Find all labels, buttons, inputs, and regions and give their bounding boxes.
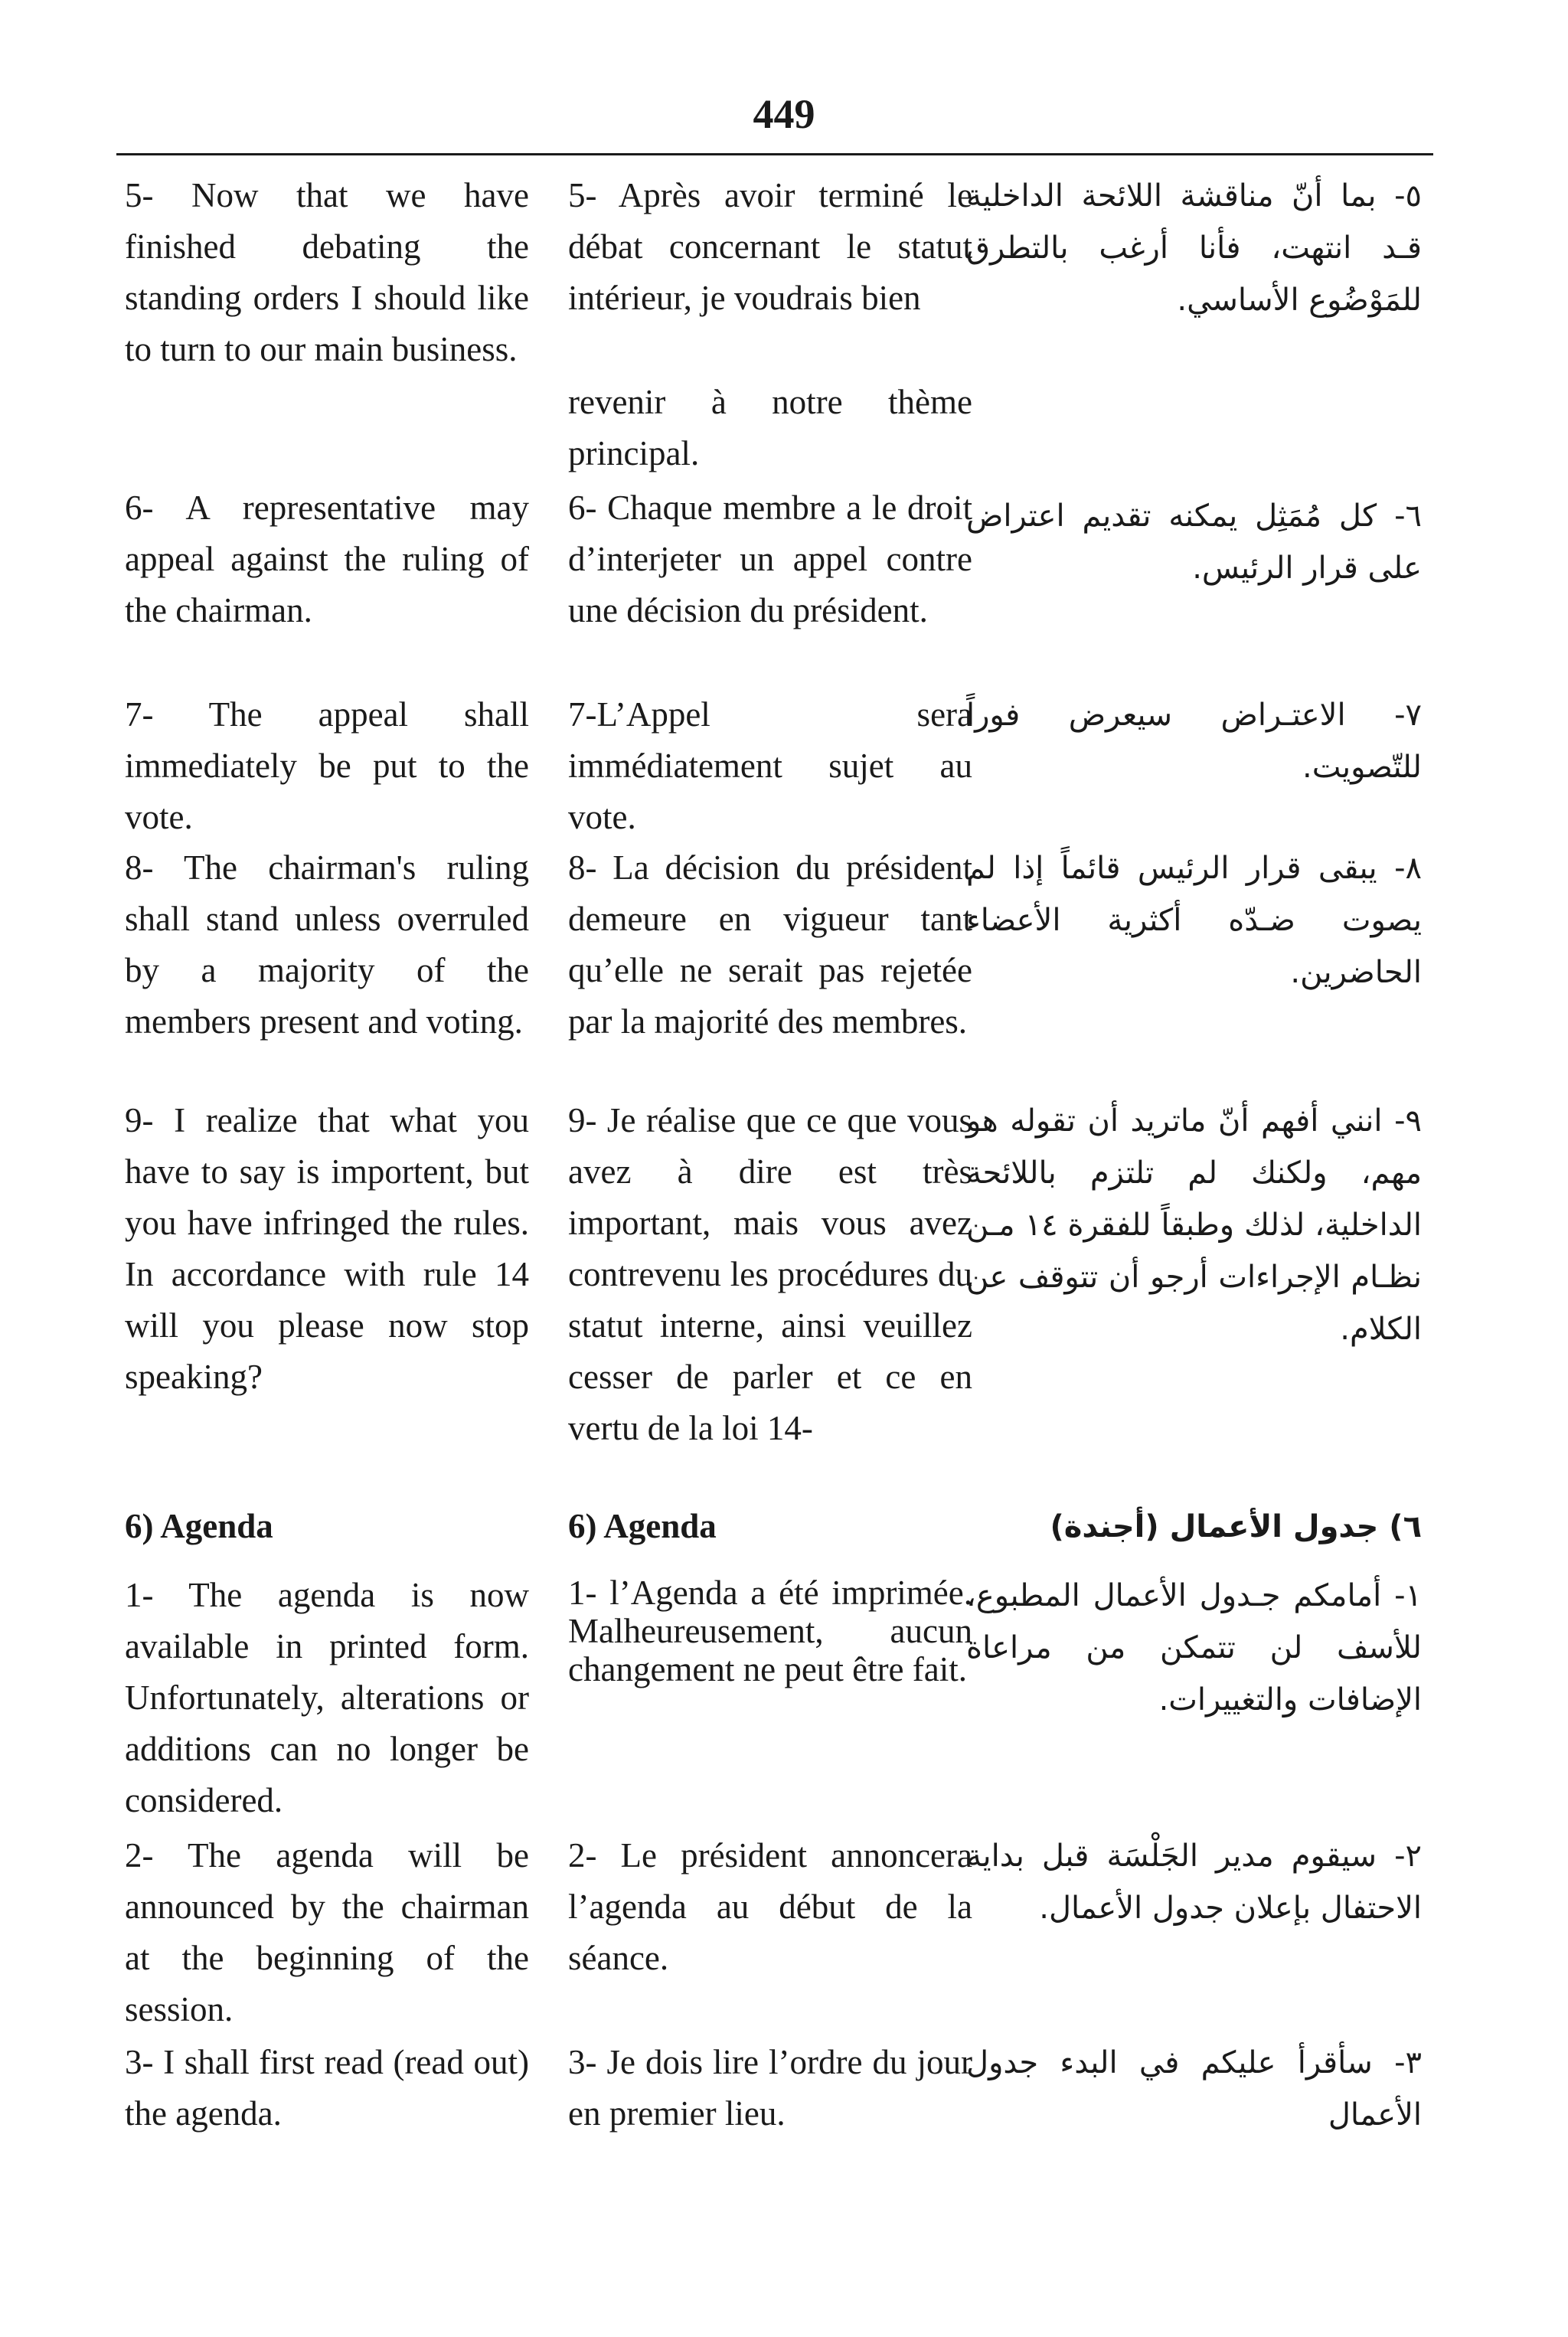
en-agenda-item-1: 1- The agenda is now available in printed form. Unfortunately, alterations or additions can no longer be considered. bbox=[125, 1576, 529, 1819]
fr-agenda-item-1: 1- l’Agenda a été imprimée. Malheureusement, aucun changement ne peut être fait. bbox=[568, 1574, 972, 1688]
fr-agenda-item-2: 2- Le président annoncera l’agenda au début de la séance. bbox=[568, 1836, 972, 1977]
fr-paragraph-8: 8- La décision du président demeure en vigueur tant qu’elle ne serait pas rejetée par la majorité des membres. bbox=[568, 848, 972, 1041]
en-paragraph-9: 9- I realize that what you have to say is importent, but you have infringed the rules. In accordance with rule 14 will you please now stop speaking? bbox=[125, 1101, 529, 1396]
fr-paragraph-9: 9- Je réalise que ce que vous avez à dire est très important, mais vous avez contrevenu les procédures du statut interne, ainsi veuillez cesser de parler et ce en vertu de la loi 14- bbox=[568, 1101, 972, 1447]
en-paragraph-5: 5- Now that we have finished debating the standing orders I should like to turn to our main business. bbox=[125, 176, 529, 368]
fr-agenda-heading: 6) Agenda bbox=[568, 1507, 717, 1545]
fr-paragraph-7: 7-L’Appel sera immédiatement sujet au vote. bbox=[568, 695, 972, 836]
fr-paragraph-5-part-2: revenir à notre thème principal. bbox=[568, 383, 972, 472]
ar-paragraph-8: ٨- يبقى قرار الرئيس قائماً إذا لم يصوت ضـدّه أكثرية الأعضاء الحاضرين. bbox=[966, 851, 1422, 990]
en-paragraph-7: 7- The appeal shall immediately be put to the vote. bbox=[125, 695, 529, 836]
en-agenda-heading: 6) Agenda bbox=[125, 1507, 273, 1545]
en-paragraph-6: 6- A representative may appeal against the ruling of the chairman. bbox=[125, 489, 529, 629]
fr-agenda-item-3: 3- Je dois lire l’ordre du jour en premier lieu. bbox=[568, 2043, 972, 2133]
ar-agenda-item-2: ٢- سيقوم مدير الجَلْسَة قبل بداية الاحتفال بإعلان جدول الأعمال. bbox=[966, 1839, 1422, 1926]
ar-paragraph-6: ٦- كل مُمَثِل يمكنه تقديم اعتراض على قرار الرئيس. bbox=[966, 498, 1422, 586]
en-agenda-item-2: 2- The agenda will be announced by the chairman at the beginning of the session. bbox=[125, 1836, 529, 2028]
fr-paragraph-6: 6- Chaque membre a le droit d’interjeter un appel contre une décision du président. bbox=[568, 489, 972, 629]
ar-agenda-item-3: ٣- سأقرأ عليكم في البدء جدول الأعمال bbox=[966, 2045, 1422, 2133]
ar-paragraph-5: ٥- بما أنّ مناقشة اللائحة الداخلية قـد انتهت، فأنا أرغب بالتطرق للمَوْضُوع الأساسي. bbox=[966, 178, 1422, 318]
page-number: 449 bbox=[753, 91, 815, 137]
en-agenda-item-3: 3- I shall first read (read out) the agenda. bbox=[125, 2043, 529, 2133]
en-paragraph-8: 8- The chairman's ruling shall stand unless overruled by a majority of the members present and voting. bbox=[125, 848, 529, 1041]
ar-paragraph-9: ٩- انني أفهم أنّ ماتريد أن تقوله هو مهم، ولكنك لم تلتزم باللائحة الداخلية، لذلك وطبقاً للفقرة ١٤ مـن نظـام الإجراءات أرجو أن تتوقف عن الكلام. bbox=[966, 1103, 1422, 1347]
header-divider bbox=[116, 153, 1433, 155]
ar-paragraph-7: ٧- الاعتـراض سيعرض فوراً للتّصويت. bbox=[966, 698, 1422, 785]
ar-agenda-item-1: ١- أمامكم جـدول الأعمال المطبوع، للأسف لن تتمكن من مراعاة الإضافات والتغييرات. bbox=[966, 1578, 1422, 1718]
fr-paragraph-5-part-1: 5- Après avoir terminé le débat concernant le statut intérieur, je voudrais bien bbox=[568, 176, 972, 317]
ar-agenda-heading: ٦) جدول الأعمال (أجندة) bbox=[1050, 1509, 1422, 1544]
